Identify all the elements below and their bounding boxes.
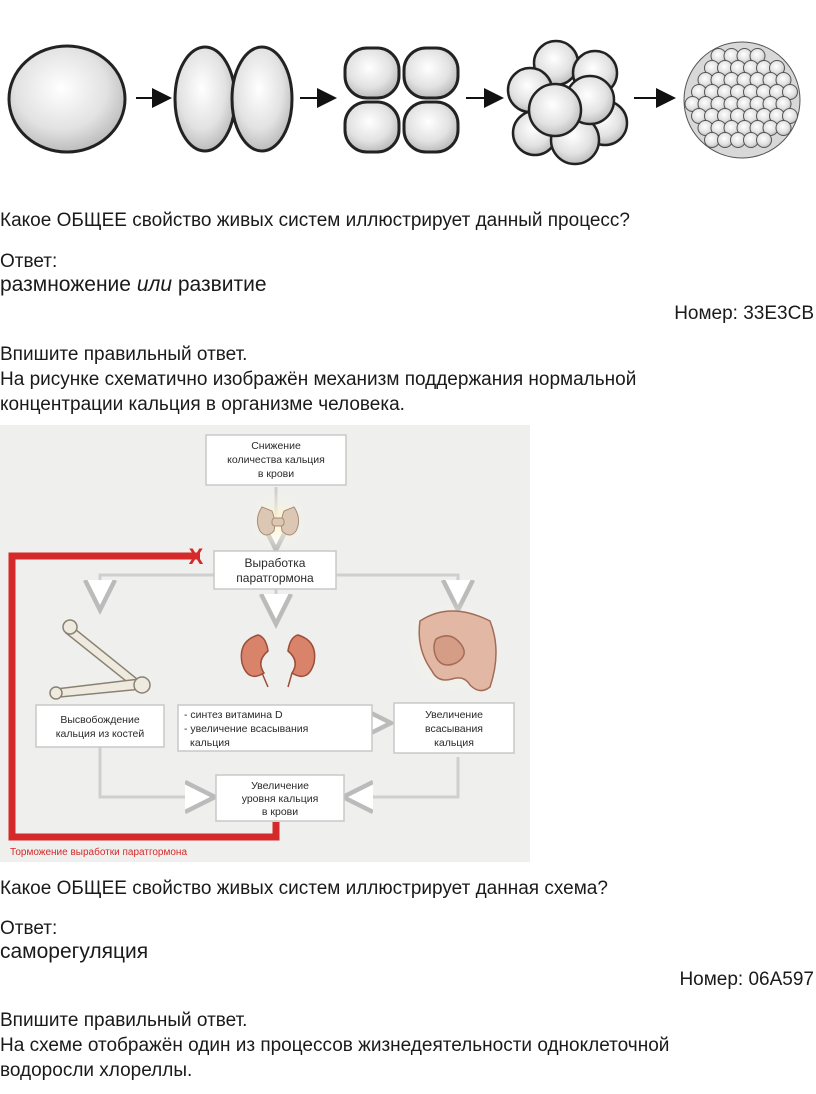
answer-1-part2: развитие	[177, 273, 267, 296]
question-2-line-1: На рисунке схематично изображён механизм поддержания нормальной	[0, 369, 637, 390]
instruction-2: Впишите правильный ответ.	[0, 344, 248, 365]
cell-division-illustration	[0, 28, 816, 173]
answer-1	[0, 272, 267, 298]
morula-stage	[684, 42, 800, 158]
question-2-text: Какое ОБЩЕЕ свойство живых систем иллюстрирует данная схема?	[0, 878, 608, 899]
task-number-1: Номер: 33E3CB	[674, 303, 814, 324]
box-top-line-2: количества кальция	[227, 454, 325, 466]
box-right-line-2: всасывания	[425, 723, 483, 735]
inhibition-caption: Торможение выработки паратгормона	[10, 847, 188, 858]
two-cell-stage	[175, 47, 292, 151]
answer-2: саморегуляция	[0, 940, 149, 963]
instruction-3: Впишите правильный ответ.	[0, 1010, 248, 1031]
box-mid-line-3: кальция	[190, 737, 230, 749]
answer-1-part1: размножение	[0, 273, 131, 296]
box-bottom-line-1: Увеличение	[251, 780, 309, 792]
answer-1-or: или	[136, 273, 173, 296]
box-mid-line-2: - увеличение всасывания	[184, 723, 309, 735]
task-number-2: Номер: 06A597	[679, 969, 814, 990]
box-top-line-3: в крови	[257, 468, 295, 480]
box-left-line-2: кальция из костей	[55, 728, 145, 740]
morula-cell	[776, 121, 791, 136]
box-bone-calcium-release	[36, 705, 164, 747]
box-pth-line-2: паратгормона	[236, 571, 314, 585]
answer-label: Ответ:	[0, 251, 58, 272]
box-right-line-1: Увеличение	[425, 709, 483, 721]
box-right-line-3: кальция	[434, 737, 474, 749]
box-left-line-1: Высвобождение	[60, 714, 140, 726]
eight-cell-stage	[508, 41, 627, 164]
four-cell-stage	[345, 48, 458, 152]
box-pth-line-1: Выработка	[244, 556, 306, 570]
zygote-cell	[9, 46, 125, 152]
box-bottom-line-2: уровня кальция	[241, 793, 319, 805]
question-3-line-1: На схеме отображён один из процессов жизнедеятельности одноклеточной	[0, 1035, 670, 1056]
box-bottom-line-3: в крови	[261, 806, 299, 818]
box-top-line-1: Снижение	[251, 440, 301, 452]
question-3-line-2: водоросли хлореллы.	[0, 1060, 193, 1081]
inhibition-x-mark: X	[188, 544, 204, 569]
question-1-text: Какое ОБЩЕЕ свойство живых систем иллюстрирует данный процесс?	[0, 210, 630, 231]
box-mid-line-1: - синтез витамина D	[184, 709, 283, 721]
calcium-regulation-scheme	[0, 425, 530, 862]
question-2-line-2: концентрации кальция в организме человека.	[0, 394, 405, 415]
morula-cell	[757, 133, 772, 148]
answer-label: Ответ:	[0, 918, 58, 939]
